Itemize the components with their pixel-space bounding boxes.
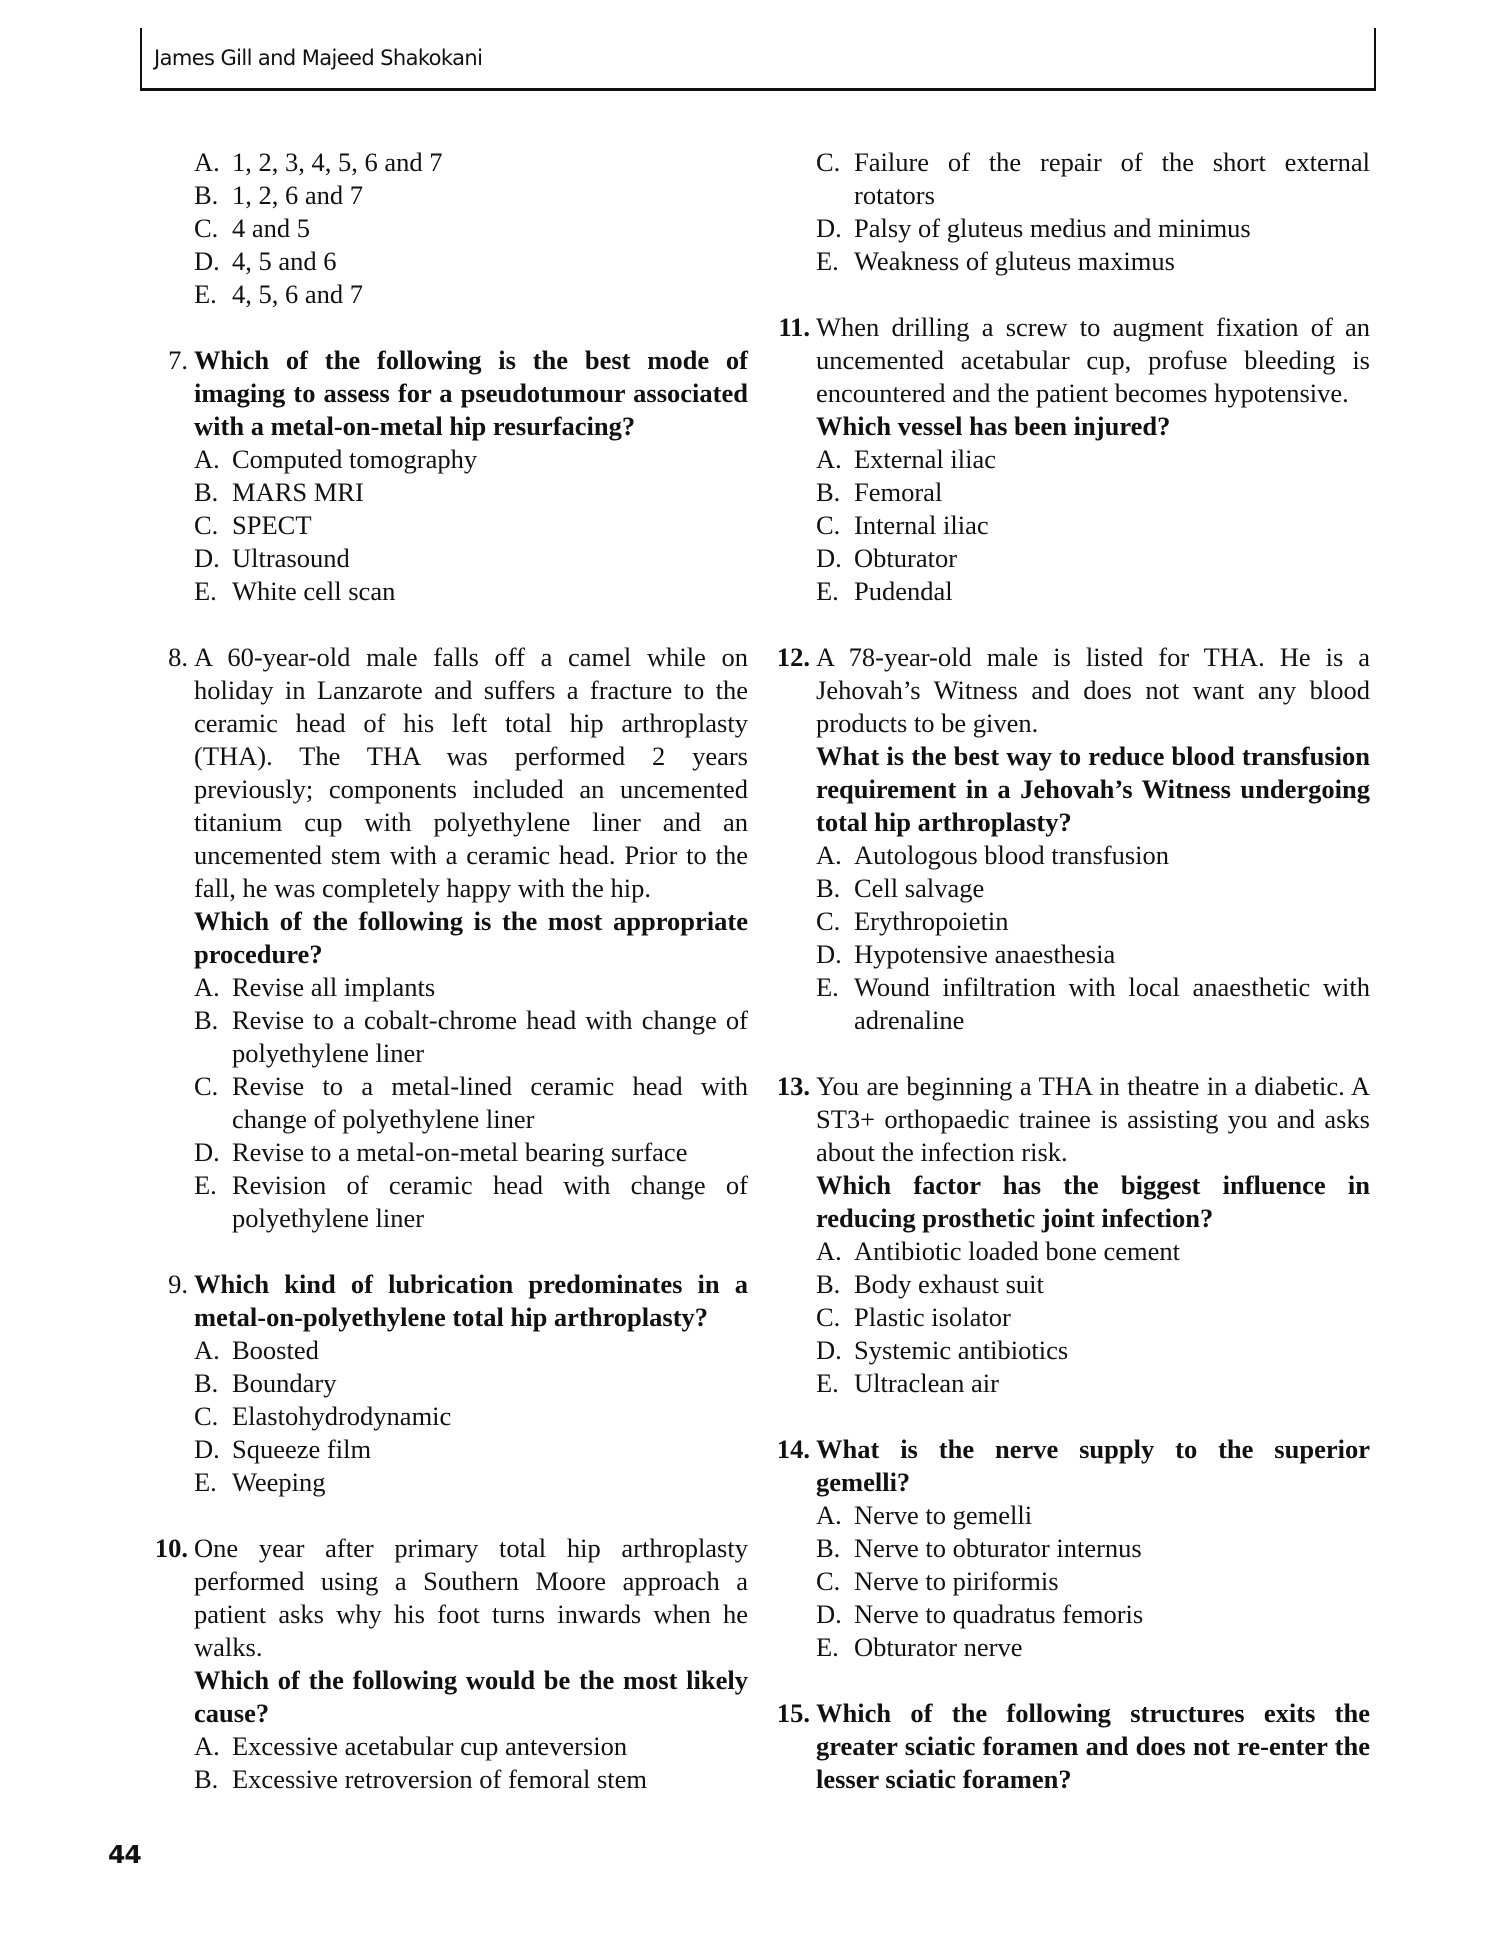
option: E. White cell scan bbox=[194, 576, 396, 606]
option: A. Revise all implants bbox=[194, 972, 436, 1002]
option: A. Excessive acetabular cup anteversion bbox=[194, 1731, 628, 1761]
option: D. Obturator bbox=[816, 543, 958, 573]
option: C. Revise to a metal-lined ceramic head with change of polyethylene liner bbox=[194, 1071, 748, 1134]
question-8 bbox=[148, 641, 748, 1235]
question-stem: You are beginning a THA in theatre in a diabetic. A ST3+ orthopaedic trainee is assisting you and asks about the infection risk. bbox=[816, 1071, 1370, 1167]
option: D. 4, 5 and 6 bbox=[194, 246, 337, 276]
option: D. Squeeze film bbox=[194, 1434, 372, 1464]
question-prompt: Which of the following is the most appropriate procedure? bbox=[194, 906, 748, 969]
question-prompt: Which kind of lubrication predominates in a metal-on-polyethylene total hip arthroplasty? bbox=[194, 1269, 748, 1332]
option: A. Autologous blood transfusion bbox=[816, 840, 1170, 870]
question-number: 14. bbox=[776, 1434, 810, 1464]
option: A. Boosted bbox=[194, 1335, 319, 1365]
question-number: 15. bbox=[776, 1698, 810, 1728]
question-prompt: Which factor has the biggest influence in reducing prosthetic joint infection? bbox=[816, 1170, 1370, 1233]
question-13 bbox=[770, 1070, 1370, 1400]
continued-options-q10 bbox=[770, 146, 1370, 278]
right-column bbox=[770, 146, 1370, 1829]
option: E. Ultraclean air bbox=[816, 1368, 999, 1398]
question-9 bbox=[148, 1268, 748, 1499]
options-list bbox=[194, 1334, 748, 1499]
option: B. Body exhaust suit bbox=[816, 1269, 1044, 1299]
option: E. Weakness of gluteus maximus bbox=[816, 246, 1175, 276]
option: B. Boundary bbox=[194, 1368, 337, 1398]
options-list bbox=[194, 971, 748, 1235]
question-14 bbox=[770, 1433, 1370, 1664]
option: E. Weeping bbox=[194, 1467, 326, 1497]
question-10 bbox=[148, 1532, 748, 1796]
option: C. Failure of the repair of the short external rotators bbox=[816, 147, 1370, 210]
option: E. Obturator nerve bbox=[816, 1632, 1023, 1662]
options-list bbox=[816, 1235, 1370, 1400]
options-list bbox=[194, 1730, 748, 1796]
option: B. Excessive retroversion of femoral stem bbox=[194, 1764, 648, 1794]
option: E. Pudendal bbox=[816, 576, 953, 606]
page-number: 44 bbox=[108, 1840, 141, 1869]
question-15 bbox=[770, 1697, 1370, 1796]
option: B. Cell salvage bbox=[816, 873, 985, 903]
question-number: 13. bbox=[776, 1071, 810, 1101]
option: A. Computed tomography bbox=[194, 444, 478, 474]
options-list bbox=[816, 839, 1370, 1037]
option: B. MARS MRI bbox=[194, 477, 364, 507]
option: A. 1, 2, 3, 4, 5, 6 and 7 bbox=[194, 147, 443, 177]
option: D. Hypotensive anaesthesia bbox=[816, 939, 1116, 969]
question-stem: A 78-year-old male is listed for THA. He is a Jehovah’s Witness and does not want any blood products to be given. bbox=[816, 642, 1370, 738]
question-stem: A 60-year-old male falls off a camel while on holiday in Lanzarote and suffers a fracture to the ceramic head of his left total hip arthroplasty (THA). The THA was performed 2 years previously; components included an uncemented titanium cup with polyethylene liner and an uncemented stem with a ceramic head. Prior to the fall, he was completely happy with the hip. bbox=[194, 642, 748, 903]
question-number: 11. bbox=[778, 312, 810, 342]
option: D. Palsy of gluteus medius and minimus bbox=[816, 213, 1251, 243]
question-number: 9. bbox=[168, 1269, 188, 1299]
option: C. Nerve to piriformis bbox=[816, 1566, 1059, 1596]
question-number: 10. bbox=[154, 1533, 188, 1563]
option: A. Nerve to gemelli bbox=[816, 1500, 1033, 1530]
option: A. External iliac bbox=[816, 444, 996, 474]
option: C. Elastohydrodynamic bbox=[194, 1401, 452, 1431]
option: B. 1, 2, 6 and 7 bbox=[194, 180, 364, 210]
continued-options-q6 bbox=[148, 146, 748, 311]
option: C. Erythropoietin bbox=[816, 906, 1009, 936]
option: D. Ultrasound bbox=[194, 543, 350, 573]
option: D. Nerve to quadratus femoris bbox=[816, 1599, 1144, 1629]
question-number: 8. bbox=[168, 642, 188, 672]
left-column bbox=[148, 146, 748, 1829]
question-number: 12. bbox=[776, 642, 810, 672]
question-7 bbox=[148, 344, 748, 608]
option: E. 4, 5, 6 and 7 bbox=[194, 279, 364, 309]
question-prompt: Which of the following would be the most likely cause? bbox=[194, 1665, 748, 1728]
question-11 bbox=[770, 311, 1370, 608]
question-prompt: What is the nerve supply to the superior gemelli? bbox=[816, 1434, 1370, 1497]
option: D. Systemic antibiotics bbox=[816, 1335, 1069, 1365]
option: E. Wound infiltration with local anaesthetic with adrenaline bbox=[816, 972, 1370, 1035]
option: B. Revise to a cobalt-chrome head with change of polyethylene liner bbox=[194, 1005, 748, 1068]
options-list bbox=[816, 1499, 1370, 1664]
question-stem: One year after primary total hip arthroplasty performed using a Southern Moore approach a patient asks why his foot turns inwards when he walks. bbox=[194, 1533, 748, 1662]
option: C. 4 and 5 bbox=[194, 213, 311, 243]
option: C. SPECT bbox=[194, 510, 312, 540]
options-list bbox=[816, 443, 1370, 608]
question-12 bbox=[770, 641, 1370, 1037]
option: A. Antibiotic loaded bone cement bbox=[816, 1236, 1180, 1266]
option: D. Revise to a metal-on-metal bearing surface bbox=[194, 1137, 688, 1167]
question-prompt: What is the best way to reduce blood transfusion requirement in a Jehovah’s Witness undergoing total hip arthroplasty? bbox=[816, 741, 1370, 837]
option: B. Femoral bbox=[816, 477, 943, 507]
question-prompt: Which of the following is the best mode of imaging to assess for a pseudotumour associated with a metal-on-metal hip resurfacing? bbox=[194, 345, 748, 441]
question-number: 7. bbox=[168, 345, 188, 375]
option: C. Internal iliac bbox=[816, 510, 989, 540]
option: B. Nerve to obturator internus bbox=[816, 1533, 1142, 1563]
question-prompt: Which of the following structures exits the greater sciatic foramen and does not re-enter the lesser sciatic foramen? bbox=[816, 1698, 1370, 1794]
question-stem: When drilling a screw to augment fixation of an uncemented acetabular cup, profuse bleeding is encountered and the patient becomes hypotensive. bbox=[816, 312, 1370, 408]
option: C. Plastic isolator bbox=[816, 1302, 1011, 1332]
question-prompt: Which vessel has been injured? bbox=[816, 411, 1171, 441]
options-list bbox=[194, 443, 748, 608]
running-header bbox=[140, 28, 1376, 91]
running-title: James Gill and Majeed Shakokani bbox=[154, 46, 483, 70]
option: E. Revision of ceramic head with change of polyethylene liner bbox=[194, 1170, 748, 1233]
